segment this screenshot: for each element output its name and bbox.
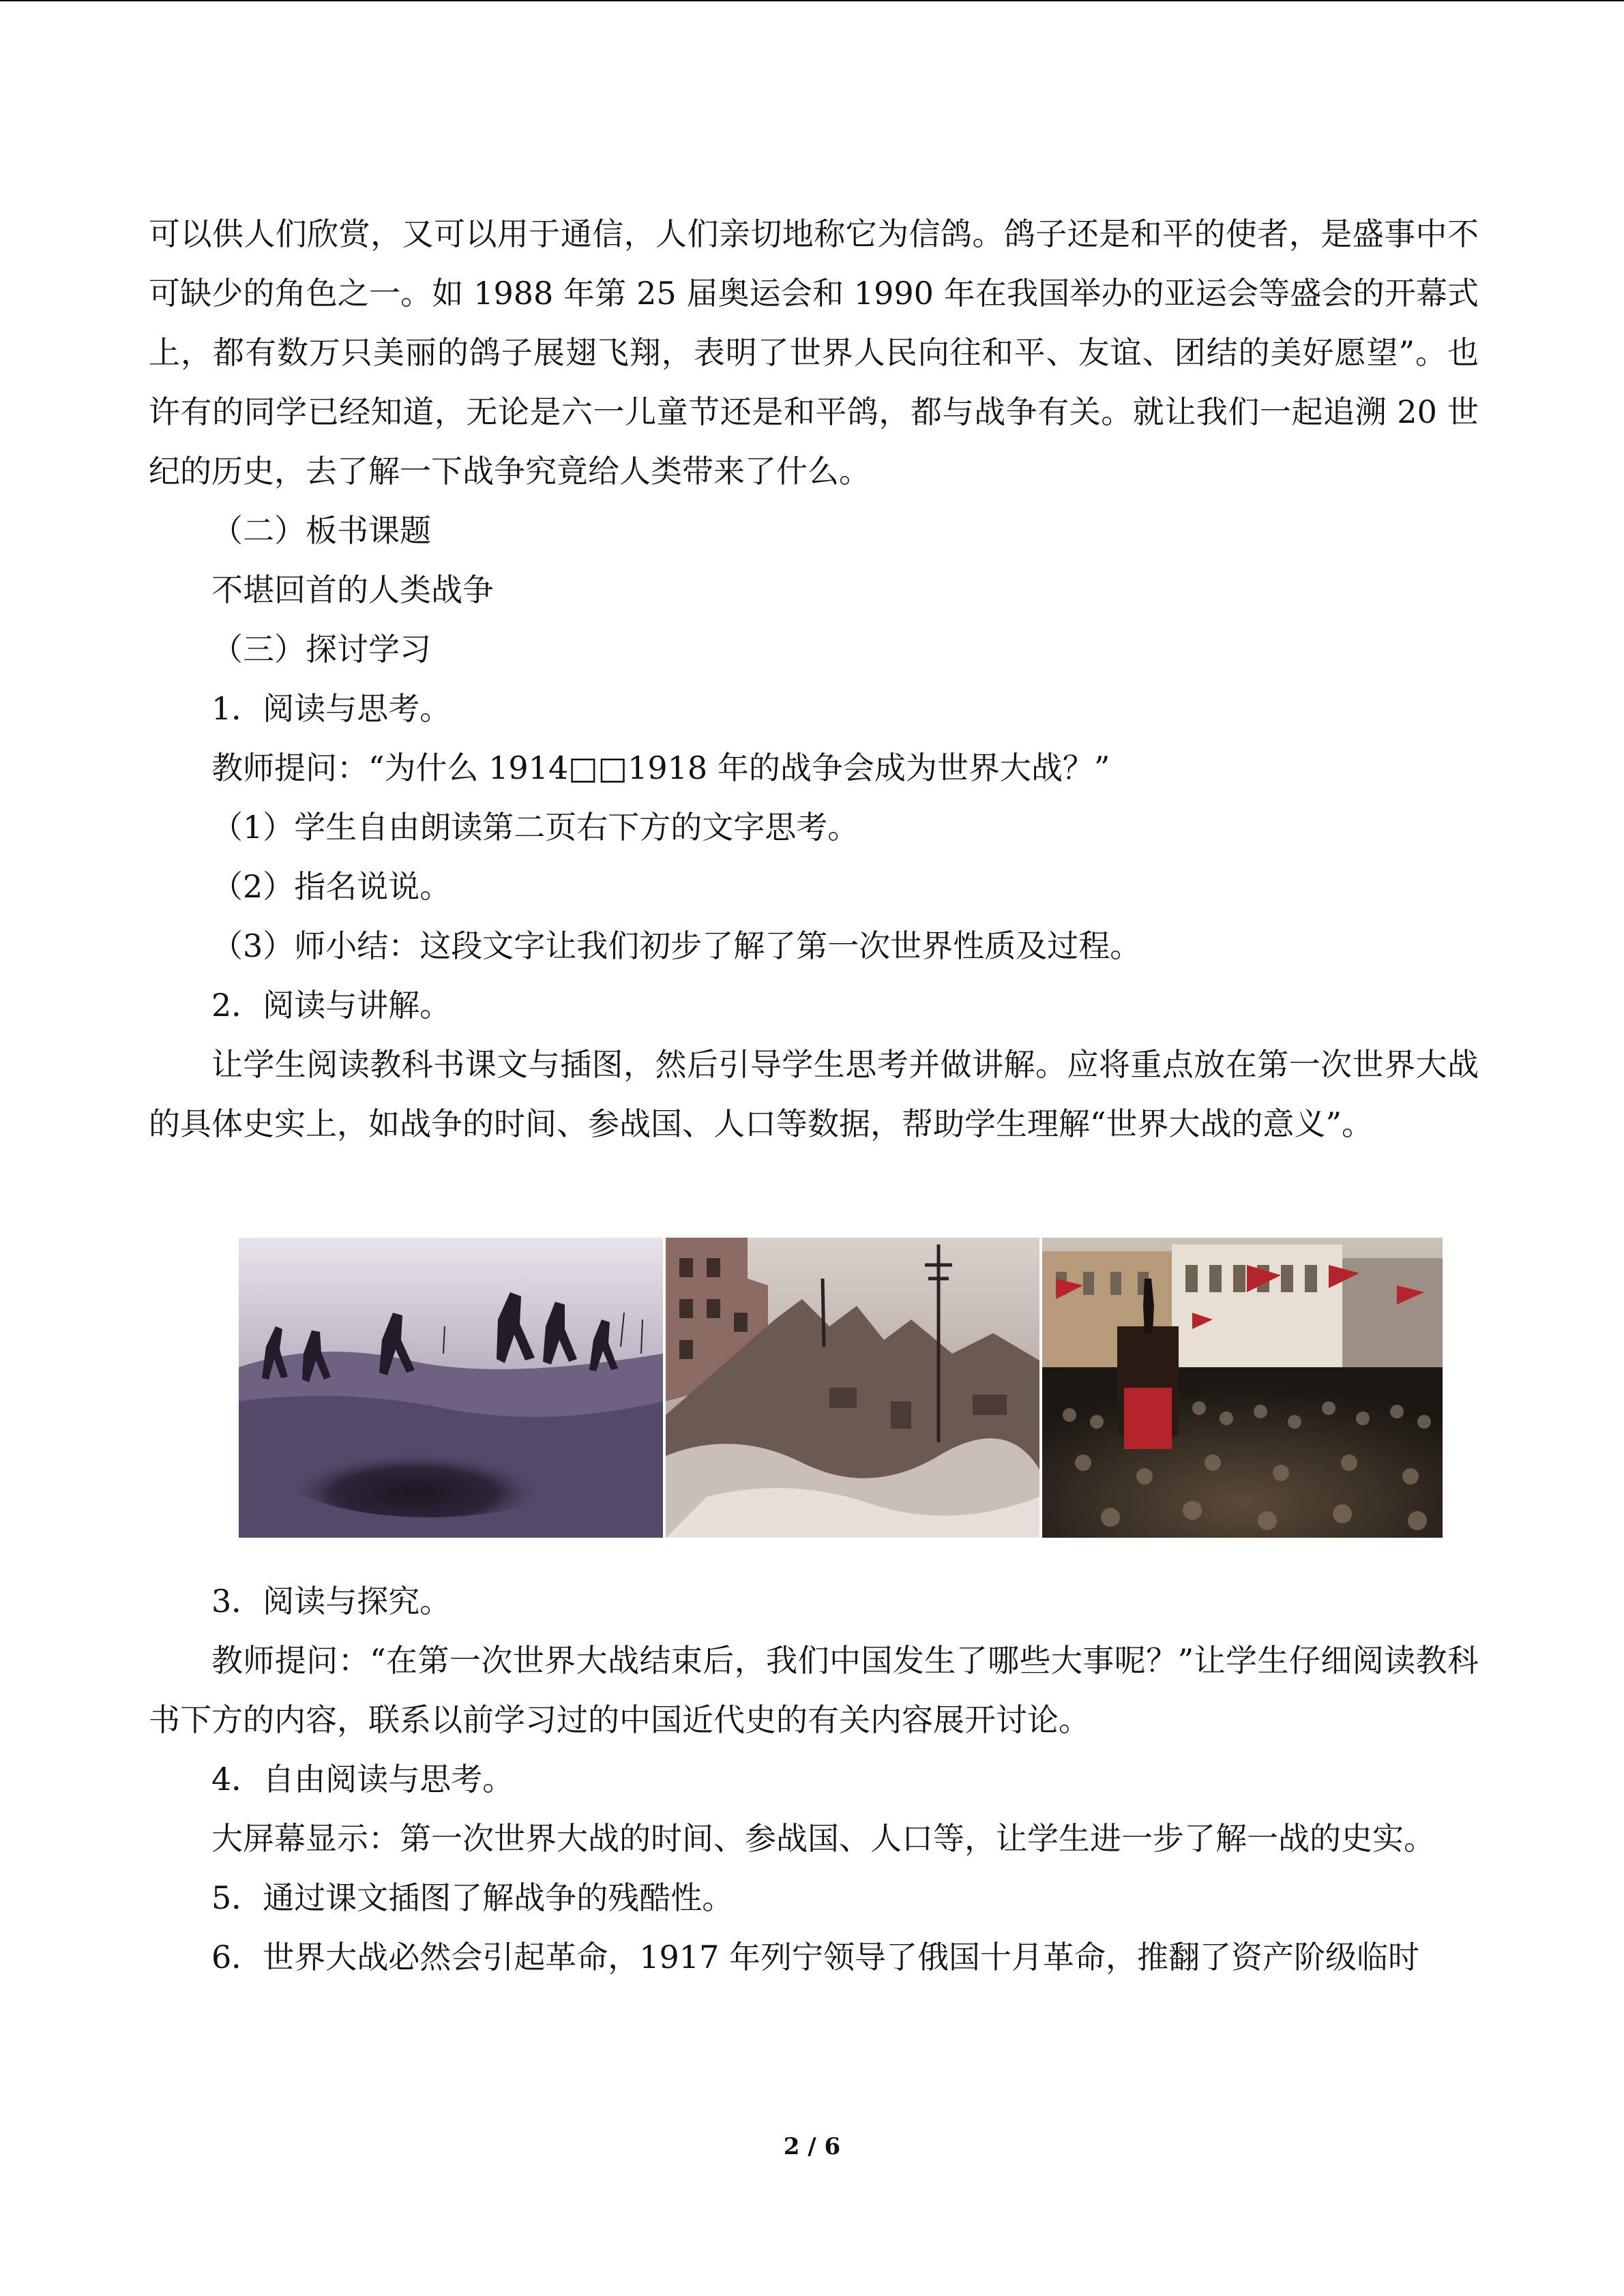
top-border-line [0, 0, 1624, 1]
substep-1: （1）学生自由朗读第二页右下方的文字思考。 [211, 809, 859, 846]
step-1-title: 1．阅读与思考。 [211, 690, 452, 727]
soldiers-battlefield-photo [239, 1238, 663, 1538]
paragraph-reading-explaining: 让学生阅读教科书课文与插图，然后引导学生思考并做讲解。应将重点放在第一次世界大战的具体史实上，如战争的时间、参战国、人口等数据，帮助学生理解“世界大战的意义”。 [149, 1046, 1479, 1142]
teacher-question-2: 教师提问：“在第一次世界大战结束后，我们中国发生了哪些大事呢？”让学生仔细阅读教科书下方的内容，联系以前学习过的中国近代史的有关内容展开讨论。 [149, 1642, 1479, 1738]
lesson-title: 不堪回首的人类战争 [211, 571, 494, 608]
paragraph-pigeon-peace: 可以供人们欣赏，又可以用于通信，人们亲切地称它为信鸽。鸽子还是和平的使者，是盛事中不可缺少的角色之一。如 1988 年第 25 届奥运会和 1990 年在我国举办的亚运会等盛会的开幕式上，都有数万只美丽的鸽子展翅飞翔，表明了世界人民向往和平、友谊、团结的美好愿望”。也许有的同学已经知道，无论是六一儿童节还是和平鸽，都与战争有关。就让我们一起追溯 20 世纪的历史，去了解一下战争究竟给人类带来了什么。 [149, 215, 1479, 490]
substep-2: （2）指名说说。 [211, 868, 452, 905]
ruined-city-photo [666, 1238, 1039, 1538]
step-2-title: 2．阅读与讲解。 [211, 987, 452, 1024]
step-3-title: 3．阅读与探究。 [211, 1583, 452, 1620]
teacher-question-1: 教师提问：“为什么 1914□□1918 年的战争会成为世界大战？” [211, 749, 1110, 786]
page-number: 2 / 6 [783, 2133, 841, 2160]
step-5-title: 5．通过课文插图了解战争的残酷性。 [211, 1879, 734, 1916]
revolution-rally-painting [1042, 1238, 1443, 1538]
substep-3: （3）师小结：这段文字让我们初步了解了第一次世界性质及过程。 [211, 927, 1142, 964]
step-4-title: 4．自由阅读与思考。 [211, 1761, 514, 1798]
heading-discussion: （三）探讨学习 [211, 631, 431, 668]
body-text-top [149, 205, 1479, 1154]
step-6-text: 6．世界大战必然会引起革命，1917 年列宁领导了俄国十月革命，推翻了资产阶级临时 [211, 1939, 1419, 1976]
illustration-row [239, 1238, 1443, 1538]
body-text-bottom [149, 1572, 1479, 1987]
heading-board-title: （二）板书课题 [211, 512, 431, 549]
paragraph-screen-display: 大屏幕显示：第一次世界大战的时间、参战国、人口等，让学生进一步了解一战的史实。 [211, 1820, 1435, 1857]
